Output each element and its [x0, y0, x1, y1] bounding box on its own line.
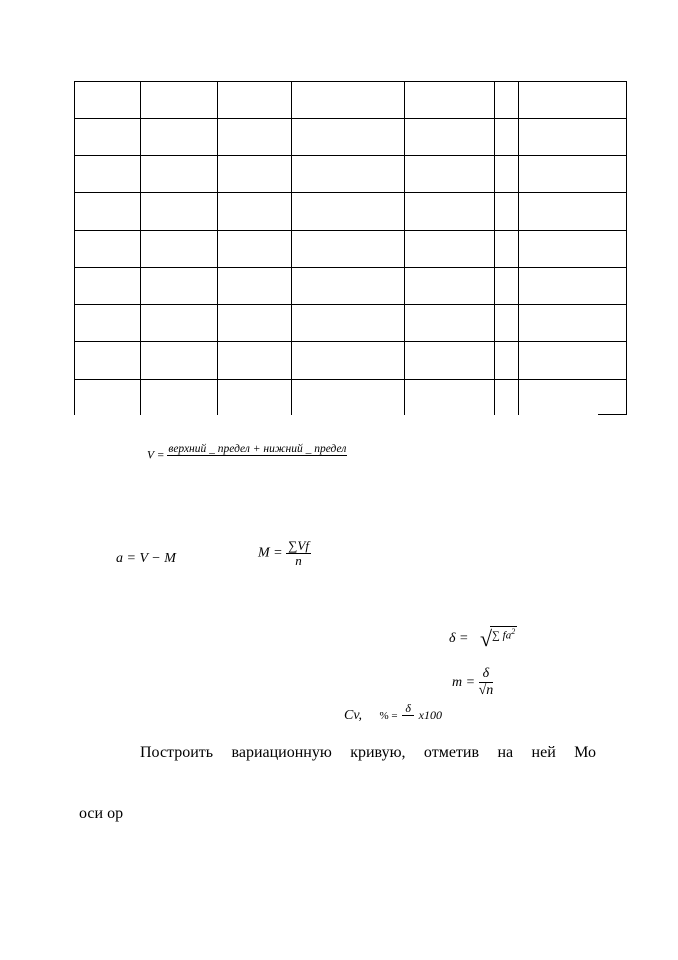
formula-v-denominator: [167, 455, 347, 469]
formula-mm-fraction: [479, 667, 494, 698]
radical-sign: √: [478, 682, 487, 698]
formula-mm-numerator: δ: [482, 666, 490, 681]
formula-delta-lhs: δ =: [449, 631, 469, 647]
formula-cv-lhs: Cv,: [344, 707, 363, 723]
formula-mm: [452, 667, 493, 698]
formula-v-lhs: V =: [147, 449, 165, 462]
instruction-paragraph: Построить вариационную кривую, отметив на ней Мо: [140, 744, 596, 761]
formula-v: [147, 443, 347, 469]
instruction-continuation: оси ор: [79, 805, 124, 822]
radical-sign: √: [479, 626, 493, 651]
formula-m-lhs: M =: [258, 545, 283, 561]
formula-cv: [344, 702, 442, 729]
formula-v-fraction: [167, 443, 347, 469]
formula-cv-denominator: [402, 715, 414, 730]
formula-m: [258, 539, 311, 567]
formula-mm-lhs: m =: [452, 674, 476, 690]
formula-mm-den-value: n: [486, 682, 494, 698]
formula-m-fraction: [286, 539, 311, 567]
formula-delta: [449, 626, 517, 652]
formula-delta-exponent: 2: [511, 627, 516, 637]
formula-delta-radicand: [490, 626, 517, 642]
formula-cv-pct: % =: [379, 709, 398, 722]
formula-cv-fraction: [402, 702, 414, 729]
formula-cv-numerator: δ: [405, 701, 411, 715]
formula-delta-root: [480, 626, 517, 652]
formula-a: a = V − M: [116, 551, 176, 566]
formula-delta-arg: ∑ fa: [492, 629, 512, 642]
formula-v-numerator: верхний _ предел + нижний _ предел: [168, 443, 347, 455]
formula-mm-denominator: [479, 682, 494, 699]
formula-m-numerator: ∑Vf: [288, 538, 309, 553]
formula-cv-tail: x100: [418, 707, 442, 722]
formula-m-denominator: n: [286, 553, 311, 568]
